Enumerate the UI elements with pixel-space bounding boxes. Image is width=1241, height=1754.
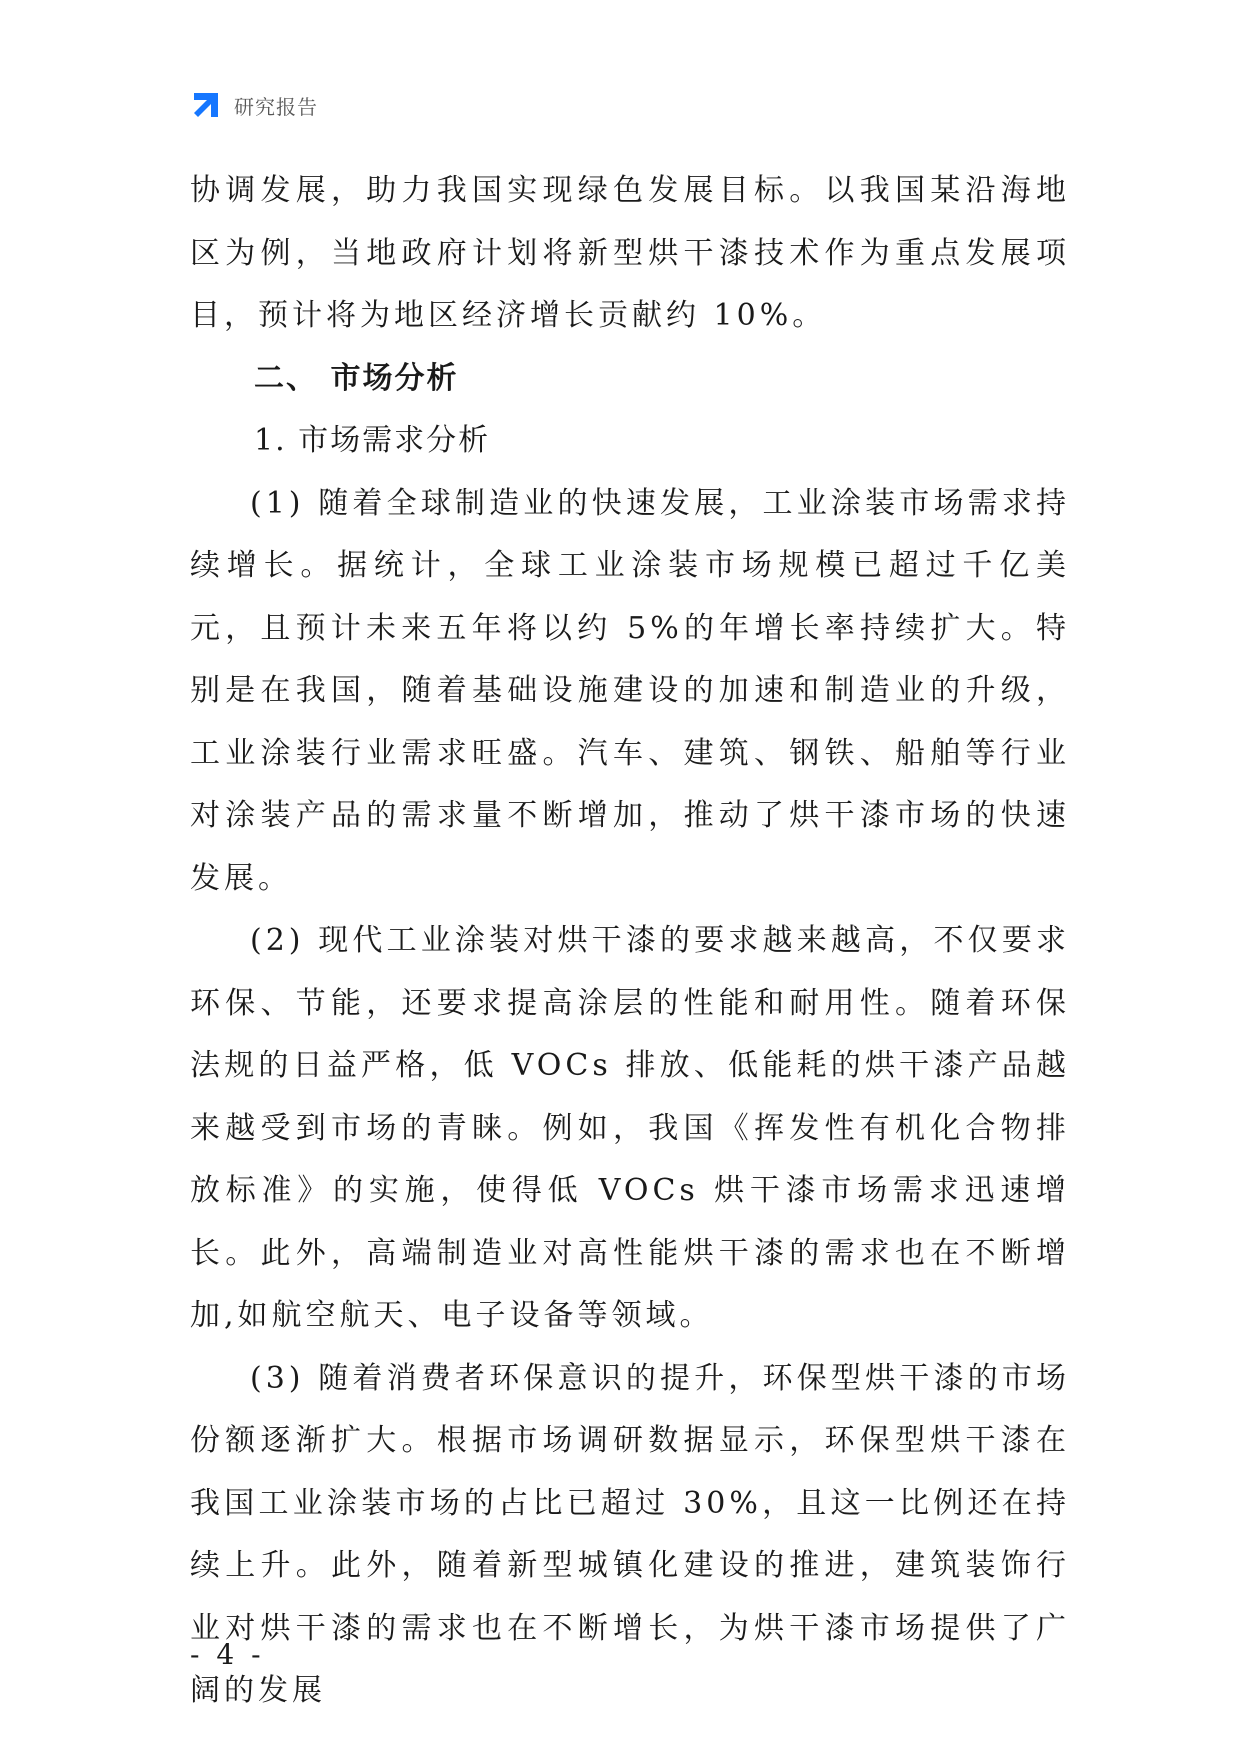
paragraph-3: (3) 随着消费者环保意识的提升，环保型烘干漆的市场份额逐渐扩大。根据市场调研数据显示，环保型烘干漆在我国工业涂装市场的占比已超过 30%，且这一比例还在持续上升。此外，随着新型城镇化建设的推进，建筑装饰行业对烘干漆的需求也在不断增长，为烘干漆市场提供了广阔的发展: [190, 1360, 1070, 1708]
arrow-up-right-icon: [190, 89, 222, 121]
document-body: [190, 160, 1070, 1723]
page-number: - 4 -: [190, 1638, 265, 1671]
report-header: [190, 88, 318, 122]
header-title: 研究报告: [234, 94, 318, 119]
subsection-heading: 1. 市场需求分析: [254, 423, 491, 458]
paragraph-2: (2) 现代工业涂装对烘干漆的要求越来越高，不仅要求环保、节能，还要求提高涂层的性能和耐用性。随着环保法规的日益严格，低 VOCs 排放、低能耗的烘干漆产品越来越受到市场的青睐。例如，我国《挥发性有机化合物排放标准》的实施，使得低 VOCs 烘干漆市场需求迅速增长。此外，高端制造业对高性能烘干漆的需求也在不断增加,如航空航天、电子设备等领域。: [190, 923, 1070, 1333]
paragraph-intro: 协调发展，助力我国实现绿色发展目标。以我国某沿海地区为例，当地政府计划将新型烘干漆技术作为重点发展项目，预计将为地区经济增长贡献约 10%。: [190, 173, 1070, 333]
section-heading: 二、 市场分析: [254, 360, 459, 396]
paragraph-1: (1) 随着全球制造业的快速发展，工业涂装市场需求持续增长。据统计，全球工业涂装市场规模已超过千亿美元，且预计未来五年将以约 5%的年增长率持续扩大。特别是在我国，随着基础设施建设的加速和制造业的升级，工业涂装行业需求旺盛。汽车、建筑、钢铁、船舶等行业对涂装产品的需求量不断增加，推动了烘干漆市场的快速发展。: [190, 485, 1070, 896]
